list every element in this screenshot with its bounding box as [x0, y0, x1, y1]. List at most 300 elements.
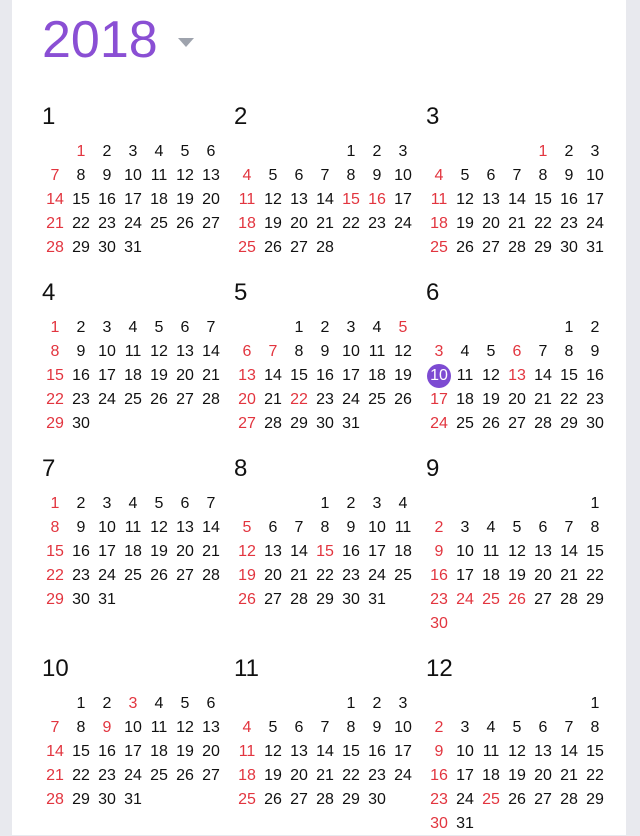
- day-cell[interactable]: 17: [456, 567, 474, 584]
- day-cell[interactable]: 9: [590, 343, 600, 360]
- day-cell[interactable]: 19: [238, 567, 256, 584]
- day-cell[interactable]: 18: [150, 191, 168, 208]
- day-cell[interactable]: 19: [150, 543, 168, 560]
- day-cell[interactable]: 31: [342, 415, 360, 432]
- day-cell[interactable]: 29: [72, 239, 90, 256]
- day-cell[interactable]: 19: [508, 767, 526, 784]
- day-cell[interactable]: 26: [456, 239, 474, 256]
- day-cell[interactable]: 4: [398, 495, 408, 512]
- day-cell[interactable]: 4: [242, 719, 252, 736]
- day-cell[interactable]: 13: [290, 191, 308, 208]
- day-cell[interactable]: 2: [346, 495, 356, 512]
- day-cell[interactable]: 24: [342, 391, 360, 408]
- day-cell[interactable]: 15: [586, 543, 604, 560]
- day-cell[interactable]: 13: [202, 167, 220, 184]
- day-cell[interactable]: 6: [206, 143, 216, 160]
- day-cell[interactable]: 28: [46, 791, 64, 808]
- day-cell[interactable]: 16: [586, 367, 604, 384]
- day-cell[interactable]: 24: [456, 791, 474, 808]
- day-cell[interactable]: 21: [202, 367, 220, 384]
- day-cell[interactable]: 23: [368, 215, 386, 232]
- day-cell[interactable]: 15: [560, 367, 578, 384]
- day-cell[interactable]: 15: [290, 367, 308, 384]
- day-cell[interactable]: 28: [46, 239, 64, 256]
- day-cell[interactable]: 1: [346, 695, 356, 712]
- day-cell[interactable]: 21: [290, 567, 308, 584]
- day-cell[interactable]: 6: [180, 319, 190, 336]
- day-cell[interactable]: 20: [238, 391, 256, 408]
- day-cell[interactable]: 12: [508, 543, 526, 560]
- day-cell[interactable]: 14: [560, 743, 578, 760]
- day-cell[interactable]: 18: [124, 543, 142, 560]
- day-cell[interactable]: 24: [98, 391, 116, 408]
- day-cell[interactable]: 7: [564, 519, 574, 536]
- day-cell[interactable]: 14: [264, 367, 282, 384]
- day-cell[interactable]: 29: [586, 591, 604, 608]
- day-cell[interactable]: 23: [72, 567, 90, 584]
- day-cell[interactable]: 9: [434, 543, 444, 560]
- day-cell[interactable]: 11: [368, 343, 386, 360]
- day-cell[interactable]: 18: [482, 767, 500, 784]
- day-cell[interactable]: 4: [434, 167, 444, 184]
- day-cell[interactable]: 12: [456, 191, 474, 208]
- day-cell[interactable]: 2: [434, 519, 444, 536]
- day-cell[interactable]: 20: [508, 391, 526, 408]
- day-cell[interactable]: 12: [264, 743, 282, 760]
- day-cell[interactable]: 3: [460, 519, 470, 536]
- day-cell[interactable]: 28: [202, 391, 220, 408]
- day-cell[interactable]: 8: [590, 519, 600, 536]
- day-cell[interactable]: 26: [394, 391, 412, 408]
- day-cell[interactable]: 9: [102, 167, 112, 184]
- day-cell[interactable]: 20: [176, 367, 194, 384]
- day-cell[interactable]: 21: [560, 767, 578, 784]
- month-title[interactable]: 10: [42, 655, 69, 682]
- day-cell[interactable]: 2: [372, 695, 382, 712]
- day-cell[interactable]: 23: [586, 391, 604, 408]
- day-cell[interactable]: 24: [124, 215, 142, 232]
- day-cell[interactable]: 15: [46, 367, 64, 384]
- day-cell[interactable]: 7: [294, 519, 304, 536]
- day-cell[interactable]: 27: [508, 415, 526, 432]
- day-cell[interactable]: 9: [372, 167, 382, 184]
- month-title[interactable]: 3: [426, 103, 440, 130]
- day-cell[interactable]: 11: [482, 543, 500, 560]
- day-cell[interactable]: 15: [586, 743, 604, 760]
- day-cell[interactable]: 20: [290, 215, 308, 232]
- day-cell[interactable]: 12: [150, 519, 168, 536]
- day-cell[interactable]: 3: [128, 695, 138, 712]
- day-cell[interactable]: 21: [202, 543, 220, 560]
- day-cell[interactable]: 10: [394, 167, 412, 184]
- day-cell[interactable]: 5: [512, 519, 522, 536]
- day-cell[interactable]: 6: [486, 167, 496, 184]
- day-cell[interactable]: 15: [72, 191, 90, 208]
- day-cell[interactable]: 12: [508, 743, 526, 760]
- day-cell[interactable]: 20: [202, 191, 220, 208]
- day-cell[interactable]: 8: [76, 719, 86, 736]
- day-cell[interactable]: 9: [102, 719, 112, 736]
- day-cell[interactable]: 31: [368, 591, 386, 608]
- day-cell[interactable]: 5: [154, 319, 164, 336]
- day-cell[interactable]: 5: [460, 167, 470, 184]
- day-cell[interactable]: 11: [482, 743, 500, 760]
- day-cell[interactable]: 5: [154, 495, 164, 512]
- day-cell[interactable]: 23: [72, 391, 90, 408]
- day-cell[interactable]: 21: [46, 215, 64, 232]
- day-cell[interactable]: 9: [564, 167, 574, 184]
- day-cell[interactable]: 19: [508, 567, 526, 584]
- day-cell[interactable]: 4: [154, 695, 164, 712]
- day-cell[interactable]: 10: [124, 719, 142, 736]
- day-cell[interactable]: 8: [320, 519, 330, 536]
- day-cell[interactable]: 22: [586, 767, 604, 784]
- day-cell[interactable]: 12: [176, 719, 194, 736]
- day-cell[interactable]: 1: [564, 319, 574, 336]
- day-cell[interactable]: 25: [238, 791, 256, 808]
- day-cell[interactable]: 3: [398, 695, 408, 712]
- day-cell[interactable]: 6: [180, 495, 190, 512]
- day-cell[interactable]: 13: [534, 543, 552, 560]
- day-cell[interactable]: 5: [268, 167, 278, 184]
- day-cell[interactable]: 20: [264, 567, 282, 584]
- day-cell[interactable]: 1: [538, 143, 548, 160]
- day-cell[interactable]: 30: [430, 815, 448, 832]
- month-title[interactable]: 11: [234, 655, 259, 682]
- day-cell[interactable]: 1: [76, 143, 86, 160]
- day-cell[interactable]: 10: [394, 719, 412, 736]
- day-cell[interactable]: 19: [176, 191, 194, 208]
- day-cell[interactable]: 1: [294, 319, 304, 336]
- day-cell[interactable]: 25: [124, 567, 142, 584]
- day-cell[interactable]: 20: [202, 743, 220, 760]
- day-cell[interactable]: 6: [538, 719, 548, 736]
- day-cell[interactable]: 15: [46, 543, 64, 560]
- day-cell[interactable]: 30: [368, 791, 386, 808]
- day-cell[interactable]: 17: [368, 543, 386, 560]
- day-cell[interactable]: 13: [264, 543, 282, 560]
- day-cell[interactable]: 14: [316, 743, 334, 760]
- day-cell[interactable]: 11: [238, 743, 256, 760]
- day-cell[interactable]: 21: [316, 215, 334, 232]
- day-cell[interactable]: 29: [72, 791, 90, 808]
- day-cell[interactable]: 10: [124, 167, 142, 184]
- day-cell[interactable]: 1: [590, 695, 600, 712]
- day-cell[interactable]: 29: [534, 239, 552, 256]
- day-cell[interactable]: 9: [372, 719, 382, 736]
- day-cell[interactable]: 30: [72, 415, 90, 432]
- day-cell[interactable]: 22: [586, 567, 604, 584]
- day-cell[interactable]: 25: [368, 391, 386, 408]
- day-cell[interactable]: 2: [564, 143, 574, 160]
- day-cell[interactable]: 1: [346, 143, 356, 160]
- day-cell[interactable]: 16: [316, 367, 334, 384]
- day-cell[interactable]: 14: [46, 743, 64, 760]
- day-cell[interactable]: 3: [398, 143, 408, 160]
- day-cell[interactable]: 22: [72, 215, 90, 232]
- day-cell[interactable]: 12: [150, 343, 168, 360]
- day-cell[interactable]: 16: [98, 191, 116, 208]
- day-cell[interactable]: 26: [482, 415, 500, 432]
- day-cell[interactable]: 25: [456, 415, 474, 432]
- day-cell[interactable]: 14: [202, 519, 220, 536]
- day-cell[interactable]: 9: [76, 343, 86, 360]
- day-cell[interactable]: 9: [76, 519, 86, 536]
- day-cell[interactable]: 22: [316, 567, 334, 584]
- day-cell[interactable]: 26: [238, 591, 256, 608]
- month-title[interactable]: 8: [234, 455, 248, 482]
- day-cell[interactable]: 7: [320, 719, 330, 736]
- day-cell[interactable]: 6: [268, 519, 278, 536]
- day-cell[interactable]: 18: [238, 767, 256, 784]
- day-cell[interactable]: 18: [238, 215, 256, 232]
- day-cell[interactable]: 18: [368, 367, 386, 384]
- day-cell[interactable]: 13: [238, 367, 256, 384]
- day-cell[interactable]: 14: [508, 191, 526, 208]
- day-cell[interactable]: 4: [128, 495, 138, 512]
- day-cell[interactable]: 13: [176, 343, 194, 360]
- day-cell[interactable]: 20: [176, 543, 194, 560]
- day-cell[interactable]: 1: [320, 495, 330, 512]
- day-cell[interactable]: 4: [486, 719, 496, 736]
- day-cell[interactable]: 12: [264, 191, 282, 208]
- day-cell[interactable]: 6: [242, 343, 252, 360]
- day-cell[interactable]: 7: [50, 719, 60, 736]
- day-cell[interactable]: 8: [50, 519, 60, 536]
- day-cell[interactable]: 30: [586, 415, 604, 432]
- day-cell[interactable]: 30: [430, 615, 448, 632]
- day-cell[interactable]: 27: [238, 415, 256, 432]
- day-cell[interactable]: 11: [150, 719, 168, 736]
- day-cell[interactable]: 27: [534, 791, 552, 808]
- day-cell[interactable]: 29: [560, 415, 578, 432]
- day-cell[interactable]: 25: [394, 567, 412, 584]
- day-cell[interactable]: 28: [316, 239, 334, 256]
- day-cell[interactable]: 9: [346, 519, 356, 536]
- day-cell[interactable]: 23: [342, 567, 360, 584]
- day-cell[interactable]: 9: [434, 743, 444, 760]
- day-cell[interactable]: 21: [534, 391, 552, 408]
- day-cell[interactable]: 28: [316, 791, 334, 808]
- day-cell[interactable]: 26: [508, 791, 526, 808]
- day-cell[interactable]: 22: [290, 391, 308, 408]
- day-cell[interactable]: 17: [394, 191, 412, 208]
- day-cell[interactable]: 17: [342, 367, 360, 384]
- day-cell[interactable]: 29: [316, 591, 334, 608]
- day-cell[interactable]: 26: [176, 767, 194, 784]
- day-cell[interactable]: 29: [290, 415, 308, 432]
- day-cell[interactable]: 23: [560, 215, 578, 232]
- day-cell[interactable]: 19: [264, 767, 282, 784]
- day-cell[interactable]: 5: [242, 519, 252, 536]
- day-cell[interactable]: 24: [430, 415, 448, 432]
- day-cell[interactable]: 15: [316, 543, 334, 560]
- day-cell[interactable]: 23: [316, 391, 334, 408]
- month-title[interactable]: 7: [42, 455, 56, 482]
- month-title[interactable]: 6: [426, 279, 440, 306]
- day-cell[interactable]: 14: [534, 367, 552, 384]
- day-cell[interactable]: 10: [456, 543, 474, 560]
- day-cell[interactable]: 24: [394, 215, 412, 232]
- day-cell[interactable]: 22: [72, 767, 90, 784]
- day-cell[interactable]: 10: [98, 519, 116, 536]
- day-cell[interactable]: 23: [368, 767, 386, 784]
- day-cell[interactable]: 11: [456, 367, 474, 384]
- day-cell[interactable]: 24: [98, 567, 116, 584]
- day-cell[interactable]: 17: [586, 191, 604, 208]
- day-cell[interactable]: 28: [560, 791, 578, 808]
- day-cell[interactable]: 31: [124, 239, 142, 256]
- day-cell[interactable]: 10: [342, 343, 360, 360]
- day-cell[interactable]: 20: [290, 767, 308, 784]
- day-cell[interactable]: 27: [534, 591, 552, 608]
- day-cell[interactable]: 6: [538, 519, 548, 536]
- day-cell[interactable]: 6: [512, 343, 522, 360]
- day-cell[interactable]: 26: [176, 215, 194, 232]
- day-cell[interactable]: 19: [264, 215, 282, 232]
- day-cell[interactable]: 23: [430, 791, 448, 808]
- day-cell[interactable]: 25: [124, 391, 142, 408]
- day-cell[interactable]: 28: [202, 567, 220, 584]
- day-cell[interactable]: 21: [560, 567, 578, 584]
- day-cell[interactable]: 26: [508, 591, 526, 608]
- day-cell[interactable]: 8: [346, 719, 356, 736]
- day-cell[interactable]: 7: [206, 495, 216, 512]
- day-cell[interactable]: 26: [150, 391, 168, 408]
- day-cell[interactable]: 23: [98, 215, 116, 232]
- day-cell[interactable]: 4: [128, 319, 138, 336]
- day-cell[interactable]: 17: [394, 743, 412, 760]
- day-cell[interactable]: 27: [176, 567, 194, 584]
- day-cell[interactable]: 28: [264, 415, 282, 432]
- day-cell[interactable]: 3: [346, 319, 356, 336]
- day-cell[interactable]: 20: [534, 767, 552, 784]
- day-cell[interactable]: 2: [76, 495, 86, 512]
- day-cell[interactable]: 4: [460, 343, 470, 360]
- day-cell[interactable]: 20: [482, 215, 500, 232]
- day-cell[interactable]: 22: [534, 215, 552, 232]
- month-title[interactable]: 4: [42, 279, 56, 306]
- day-cell[interactable]: 31: [98, 591, 116, 608]
- day-cell[interactable]: 13: [534, 743, 552, 760]
- day-cell[interactable]: 8: [294, 343, 304, 360]
- day-cell[interactable]: 26: [150, 567, 168, 584]
- day-cell[interactable]: 11: [124, 519, 142, 536]
- day-cell[interactable]: 25: [150, 767, 168, 784]
- day-cell[interactable]: 14: [46, 191, 64, 208]
- day-cell[interactable]: 18: [482, 567, 500, 584]
- day-cell[interactable]: 17: [430, 391, 448, 408]
- day-cell[interactable]: 30: [98, 791, 116, 808]
- day-cell[interactable]: 2: [590, 319, 600, 336]
- day-cell[interactable]: 16: [430, 567, 448, 584]
- day-cell[interactable]: 5: [512, 719, 522, 736]
- day-cell[interactable]: 5: [180, 695, 190, 712]
- day-cell[interactable]: 27: [202, 767, 220, 784]
- day-cell[interactable]: 30: [560, 239, 578, 256]
- day-cell[interactable]: 6: [294, 167, 304, 184]
- day-cell[interactable]: 4: [154, 143, 164, 160]
- day-cell[interactable]: 22: [342, 215, 360, 232]
- day-cell[interactable]: 7: [50, 167, 60, 184]
- month-title[interactable]: 12: [426, 655, 453, 682]
- day-cell[interactable]: 19: [456, 215, 474, 232]
- day-cell[interactable]: 12: [238, 543, 256, 560]
- day-cell[interactable]: 8: [76, 167, 86, 184]
- day-cell[interactable]: 31: [586, 239, 604, 256]
- day-cell[interactable]: 14: [560, 543, 578, 560]
- day-cell[interactable]: 21: [508, 215, 526, 232]
- month-title[interactable]: 2: [234, 103, 248, 130]
- day-cell[interactable]: 19: [482, 391, 500, 408]
- day-cell[interactable]: 10: [98, 343, 116, 360]
- day-cell[interactable]: 16: [368, 191, 386, 208]
- day-cell[interactable]: 1: [76, 695, 86, 712]
- day-cell[interactable]: 16: [342, 543, 360, 560]
- day-cell[interactable]: 10: [368, 519, 386, 536]
- day-cell[interactable]: 12: [176, 167, 194, 184]
- day-cell[interactable]: 19: [394, 367, 412, 384]
- day-cell[interactable]: 26: [264, 239, 282, 256]
- day-cell[interactable]: 18: [394, 543, 412, 560]
- day-cell[interactable]: 17: [124, 191, 142, 208]
- day-cell[interactable]: 28: [534, 415, 552, 432]
- day-cell[interactable]: 2: [372, 143, 382, 160]
- day-cell[interactable]: 22: [46, 567, 64, 584]
- day-cell[interactable]: 3: [372, 495, 382, 512]
- day-cell[interactable]: 15: [342, 743, 360, 760]
- day-cell[interactable]: 25: [482, 791, 500, 808]
- year-label[interactable]: 2018: [42, 11, 158, 69]
- day-cell[interactable]: 1: [50, 495, 60, 512]
- day-cell[interactable]: 14: [316, 191, 334, 208]
- day-cell[interactable]: 17: [98, 543, 116, 560]
- day-cell[interactable]: 24: [586, 215, 604, 232]
- day-cell[interactable]: 15: [342, 191, 360, 208]
- day-cell[interactable]: 29: [46, 415, 64, 432]
- day-cell[interactable]: 27: [290, 791, 308, 808]
- day-cell[interactable]: 5: [398, 319, 408, 336]
- day-cell[interactable]: 17: [98, 367, 116, 384]
- day-cell[interactable]: 21: [264, 391, 282, 408]
- day-cell[interactable]: 6: [294, 719, 304, 736]
- day-cell[interactable]: 27: [482, 239, 500, 256]
- day-cell[interactable]: 26: [264, 791, 282, 808]
- day-cell[interactable]: 27: [264, 591, 282, 608]
- day-cell[interactable]: 13: [176, 519, 194, 536]
- day-cell[interactable]: 5: [486, 343, 496, 360]
- day-cell[interactable]: 11: [430, 191, 448, 208]
- day-cell[interactable]: 31: [456, 815, 474, 832]
- day-cell[interactable]: 7: [538, 343, 548, 360]
- day-cell[interactable]: 7: [268, 343, 278, 360]
- day-cell[interactable]: 19: [150, 367, 168, 384]
- day-cell[interactable]: 31: [124, 791, 142, 808]
- day-cell[interactable]: 14: [290, 543, 308, 560]
- day-cell[interactable]: 16: [560, 191, 578, 208]
- day-cell[interactable]: 10: [586, 167, 604, 184]
- day-cell[interactable]: 20: [534, 567, 552, 584]
- day-cell[interactable]: 3: [434, 343, 444, 360]
- day-cell[interactable]: 8: [538, 167, 548, 184]
- day-cell[interactable]: 2: [102, 143, 112, 160]
- day-cell[interactable]: 25: [430, 239, 448, 256]
- day-cell[interactable]: 10: [456, 743, 474, 760]
- day-cell[interactable]: 11: [394, 519, 412, 536]
- day-cell[interactable]: 16: [72, 367, 90, 384]
- day-cell[interactable]: 3: [590, 143, 600, 160]
- day-cell-today[interactable]: 10: [426, 364, 452, 388]
